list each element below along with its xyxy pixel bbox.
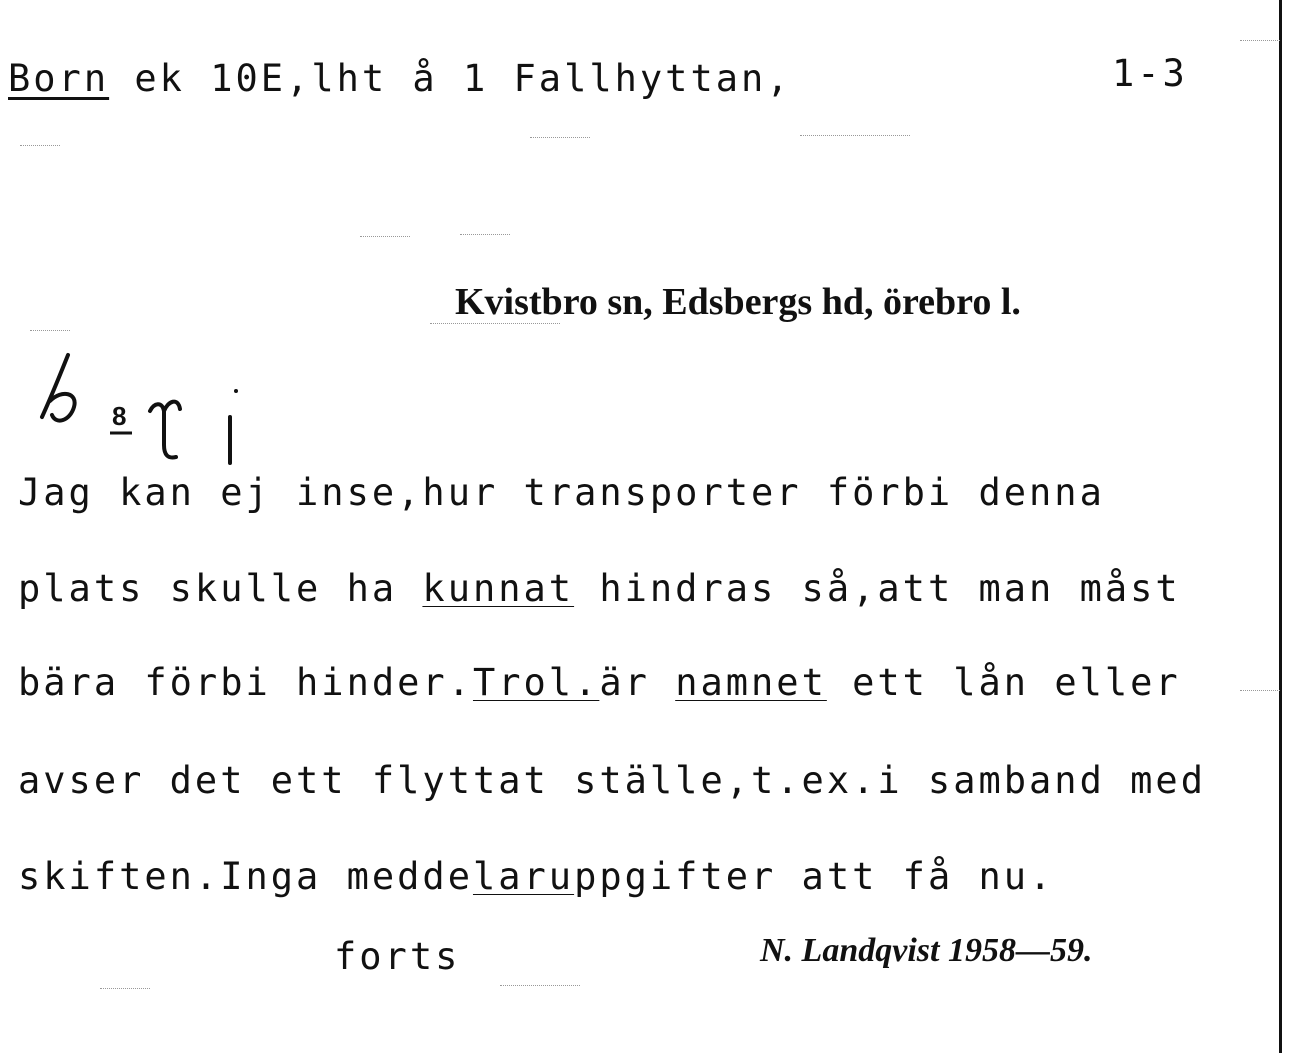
body-line-3-underlined: namnet bbox=[675, 661, 827, 704]
body-line-3-underlined: Trol. bbox=[472, 661, 600, 704]
card-number: 1-3 bbox=[1112, 52, 1188, 95]
scan-dots bbox=[500, 985, 580, 986]
scan-dots bbox=[460, 234, 510, 235]
phonetic-transcription bbox=[30, 345, 270, 475]
body-line-5-underlined: laru bbox=[472, 855, 575, 898]
svg-text:8: 8 bbox=[112, 401, 127, 431]
body-line-3 bbox=[18, 661, 1181, 704]
continuation-note: forts bbox=[334, 935, 461, 978]
scan-dots bbox=[20, 145, 60, 146]
location-details: ek 10E,lht å 1 Fallhyttan, bbox=[134, 57, 792, 100]
body-line-5-part: skiften.Inga medde bbox=[18, 855, 473, 898]
scan-dots bbox=[530, 137, 590, 138]
body-line-2-part: plats skulle ha bbox=[18, 567, 423, 610]
scan-dots bbox=[360, 236, 410, 237]
headword: Born bbox=[8, 57, 110, 100]
scan-dots bbox=[800, 135, 910, 136]
body-line-2-underlined: kunnat bbox=[422, 567, 575, 610]
header-line bbox=[8, 57, 792, 100]
body-line-2-part: hindras så,att man måst bbox=[574, 567, 1181, 610]
scan-dots bbox=[30, 330, 70, 331]
collector-credit: N. Landqvist 1958—59. bbox=[760, 932, 1093, 969]
body-line-2 bbox=[18, 567, 1181, 610]
body-line-3-part: är bbox=[599, 661, 676, 704]
handwriting-svg bbox=[30, 345, 270, 475]
body-line-5-part: ppgifter att få nu. bbox=[574, 855, 1055, 898]
body-line-3-part: ett lån eller bbox=[826, 661, 1181, 704]
scan-dots bbox=[100, 988, 150, 989]
scan-dots bbox=[1240, 40, 1280, 41]
scan-dots bbox=[430, 323, 560, 324]
body-line-1: Jag kan ej inse,hur transporter förbi denna bbox=[18, 471, 1105, 514]
body-line-5 bbox=[18, 855, 1055, 898]
body-line-3-part: bära förbi hinder. bbox=[18, 661, 473, 704]
card-right-border bbox=[1279, 0, 1282, 1053]
parish-line: Kvistbro sn, Edsbergs hd, örebro l. bbox=[455, 281, 1021, 323]
body-line-4: avser det ett flyttat ställe,t.ex.i samband med bbox=[18, 759, 1206, 802]
scan-dots bbox=[1240, 690, 1280, 691]
